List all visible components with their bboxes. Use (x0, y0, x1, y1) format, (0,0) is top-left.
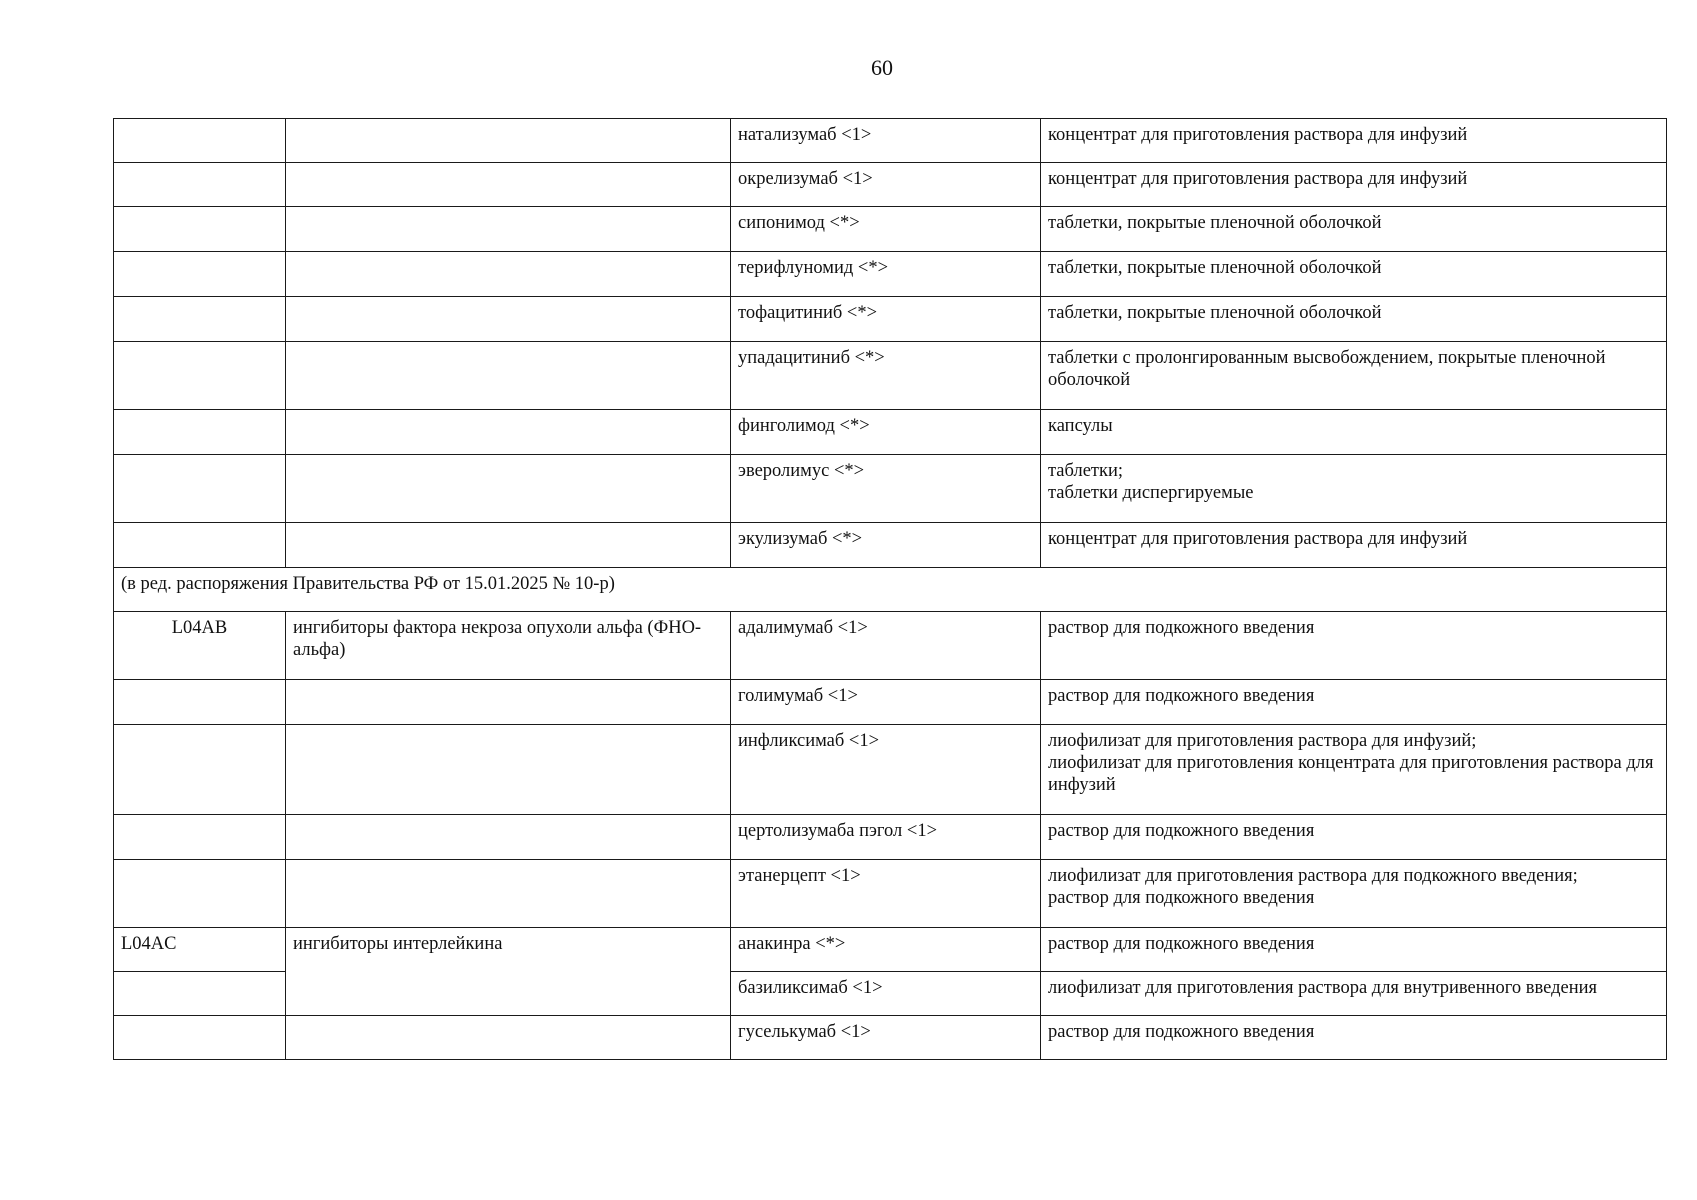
atc-code-cell: L04AB (114, 612, 286, 680)
atc-code-cell (114, 207, 286, 252)
atc-code-cell (114, 455, 286, 523)
atc-code-cell (114, 815, 286, 860)
atc-code-cell (114, 163, 286, 207)
group-name-cell (286, 523, 731, 568)
dosage-form-cell (1041, 1016, 1667, 1060)
group-name-cell (286, 455, 731, 523)
group-name-cell (286, 1016, 731, 1060)
table-row (114, 725, 1667, 815)
dosage-form-cell (1041, 410, 1667, 455)
dosage-form-cell (1041, 680, 1667, 725)
dosage-form-cell (1041, 342, 1667, 410)
dosage-form-cell (1041, 297, 1667, 342)
table-row (114, 163, 1667, 207)
drug-name-cell: цертолизумаба пэгол <1> (731, 815, 1041, 860)
dosage-form: лиофилизат для приготовления раствора для внутривенного введения (1048, 978, 1598, 998)
drug-name-cell: этанерцепт <1> (731, 860, 1041, 928)
dosage-form-cell (1041, 207, 1667, 252)
dosage-form: раствор для подкожного введения (1048, 888, 1315, 908)
dosage-form-cell (1041, 523, 1667, 568)
group-name-cell (286, 342, 731, 410)
drug-name-cell: упадацитиниб <*> (731, 342, 1041, 410)
dosage-form: таблетки, покрытые пленочной оболочкой (1048, 303, 1382, 323)
dosage-form: лиофилизат для приготовления раствора для подкожного введения; (1048, 866, 1578, 886)
group-name-cell (286, 860, 731, 928)
drug-name-cell: гуселькумаб <1> (731, 1016, 1041, 1060)
group-name-cell (286, 163, 731, 207)
drug-list-table (113, 118, 1667, 1060)
dosage-form: лиофилизат для приготовления концентрата для приготовления раствора для инфузий (1048, 753, 1654, 795)
table-row (114, 342, 1667, 410)
dosage-form: раствор для подкожного введения (1048, 934, 1315, 954)
table-row (114, 455, 1667, 523)
table-row (114, 523, 1667, 568)
group-name-cell (286, 725, 731, 815)
drug-name-cell: окрелизумаб <1> (731, 163, 1041, 207)
atc-code-cell (114, 342, 286, 410)
table-row (114, 1016, 1667, 1060)
atc-code-cell (114, 725, 286, 815)
dosage-form: раствор для подкожного введения (1048, 1022, 1315, 1042)
group-name-cell (286, 252, 731, 297)
drug-name-cell: финголимод <*> (731, 410, 1041, 455)
drug-name-cell: терифлуномид <*> (731, 252, 1041, 297)
amendment-note-row (114, 568, 1667, 612)
dosage-form: таблетки, покрытые пленочной оболочкой (1048, 213, 1382, 233)
atc-code-cell (114, 119, 286, 163)
drug-name-cell: натализумаб <1> (731, 119, 1041, 163)
dosage-form-cell (1041, 928, 1667, 972)
table-row (114, 860, 1667, 928)
group-name-cell: ингибиторы фактора некроза опухоли альфа (ФНО-альфа) (286, 612, 731, 680)
table-row (114, 612, 1667, 680)
atc-code-cell (114, 1016, 286, 1060)
atc-code-cell (114, 523, 286, 568)
group-name-cell: ингибиторы интерлейкина (286, 928, 731, 1016)
group-name-cell (286, 297, 731, 342)
table-row (114, 297, 1667, 342)
dosage-form-cell (1041, 163, 1667, 207)
dosage-form-cell (1041, 612, 1667, 680)
atc-code-cell (114, 972, 286, 1016)
drug-name-cell: анакинра <*> (731, 928, 1041, 972)
dosage-form: таблетки с пролонгированным высвобождением, покрытые пленочной оболочкой (1048, 348, 1606, 390)
dosage-form: таблетки, покрытые пленочной оболочкой (1048, 258, 1382, 278)
dosage-form: лиофилизат для приготовления раствора для инфузий; (1048, 731, 1477, 751)
dosage-form-cell (1041, 455, 1667, 523)
drug-name-cell: базиликсимаб <1> (731, 972, 1041, 1016)
group-name-cell (286, 410, 731, 455)
table-row (114, 252, 1667, 297)
table-row (114, 207, 1667, 252)
dosage-form: таблетки; (1048, 461, 1124, 481)
group-name-cell (286, 119, 731, 163)
page-number: 60 (871, 55, 893, 80)
dosage-form-cell (1041, 815, 1667, 860)
group-name-cell (286, 680, 731, 725)
atc-code-cell (114, 680, 286, 725)
dosage-form-cell (1041, 860, 1667, 928)
table-row (114, 928, 1667, 972)
atc-code-cell (114, 252, 286, 297)
dosage-form: раствор для подкожного введения (1048, 686, 1315, 706)
atc-code-cell (114, 297, 286, 342)
drug-name-cell: адалимумаб <1> (731, 612, 1041, 680)
dosage-form-cell (1041, 252, 1667, 297)
amendment-note: (в ред. распоряжения Правительства РФ от 15.01.2025 № 10-р) (114, 568, 1667, 612)
atc-code-cell (114, 860, 286, 928)
dosage-form: таблетки диспергируемые (1048, 483, 1254, 503)
table-row (114, 815, 1667, 860)
dosage-form: концентрат для приготовления раствора для инфузий (1048, 529, 1468, 549)
table-row (114, 119, 1667, 163)
atc-code-cell (114, 410, 286, 455)
dosage-form: раствор для подкожного введения (1048, 618, 1315, 638)
table-row (114, 680, 1667, 725)
atc-code-cell: L04AC (114, 928, 286, 972)
dosage-form-cell (1041, 119, 1667, 163)
dosage-form-cell (1041, 972, 1667, 1016)
drug-name-cell: экулизумаб <*> (731, 523, 1041, 568)
dosage-form: концентрат для приготовления раствора для инфузий (1048, 125, 1468, 145)
drug-name-cell: тофацитиниб <*> (731, 297, 1041, 342)
drug-name-cell: сипонимод <*> (731, 207, 1041, 252)
dosage-form: раствор для подкожного введения (1048, 821, 1315, 841)
drug-name-cell: эверолимус <*> (731, 455, 1041, 523)
dosage-form-cell (1041, 725, 1667, 815)
group-name-cell (286, 815, 731, 860)
dosage-form: капсулы (1048, 416, 1113, 436)
dosage-form: концентрат для приготовления раствора для инфузий (1048, 169, 1468, 189)
group-name-cell (286, 207, 731, 252)
drug-name-cell: инфликсимаб <1> (731, 725, 1041, 815)
drug-name-cell: голимумаб <1> (731, 680, 1041, 725)
table-row (114, 410, 1667, 455)
